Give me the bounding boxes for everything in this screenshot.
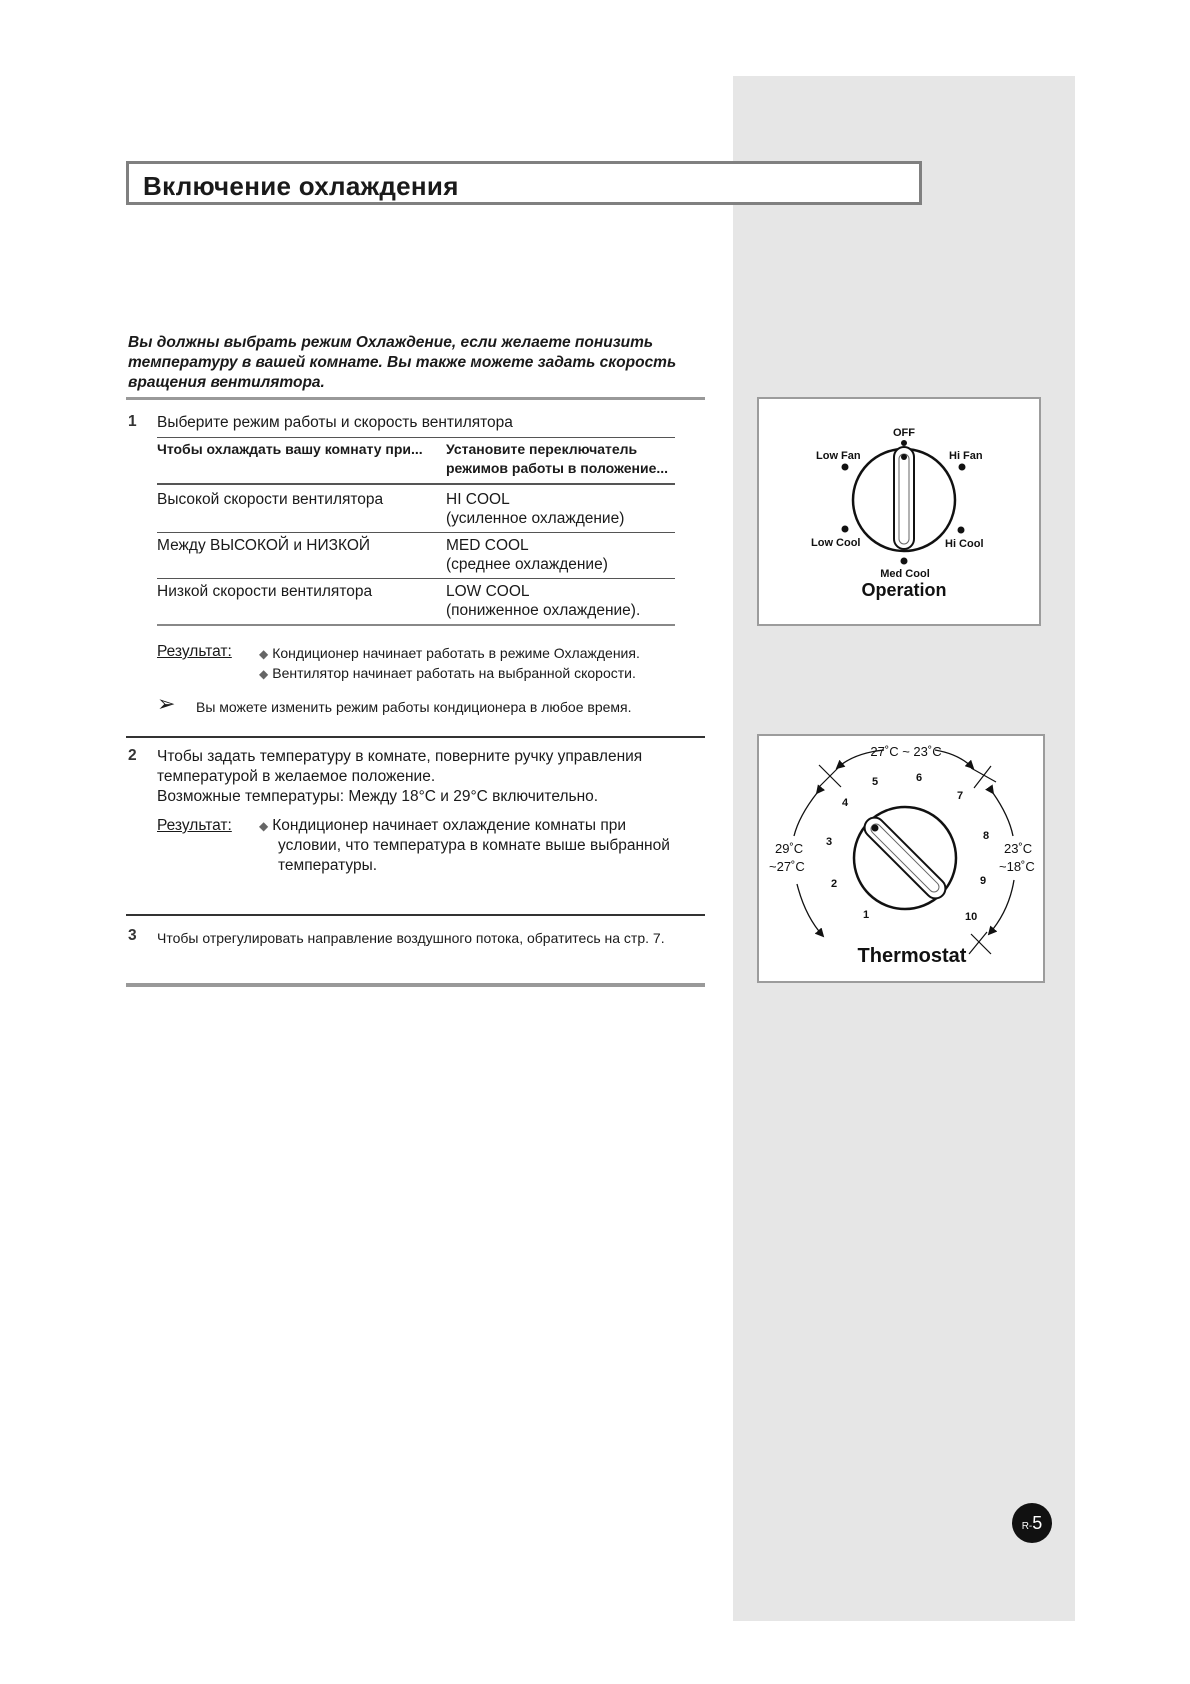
thermostat-number: 1 (863, 909, 870, 921)
dial-dot (958, 527, 965, 534)
page-title: Включение охлаждения (143, 171, 459, 201)
dial-handle[interactable] (894, 447, 914, 549)
table-cell-condition: Высокой скорости вентилятора (157, 491, 384, 508)
dial-label-low-cool: Low Cool (811, 537, 861, 549)
dial-dot (959, 464, 966, 471)
table-top-line (157, 437, 675, 438)
thermostat-left-range: 29˚C (775, 841, 804, 856)
thermostat-dial-title: Thermostat (857, 945, 967, 967)
step-number: 2 (128, 747, 137, 764)
range-arrow (797, 884, 823, 936)
boundary-mark-icon (819, 765, 841, 787)
page-number-badge: R-5 (1012, 1503, 1052, 1543)
thermostat-dial-panel (757, 734, 1045, 983)
table-cell-mode: HI COOL (446, 491, 510, 508)
table-row-line (157, 578, 675, 579)
operation-dial (759, 399, 1039, 624)
thermostat-right-range: ~18˚C (999, 859, 1035, 874)
thermostat-dial (759, 736, 1043, 981)
thermostat-number: 7 (957, 790, 964, 802)
arrow-note-icon: ➢ (157, 691, 176, 716)
thermostat-number: 9 (980, 875, 987, 887)
dial-label-med-cool: Med Cool (880, 568, 930, 580)
note-text: Вы можете изменить режим работы кондиционера в любое время. (196, 699, 632, 715)
thermostat-number: 6 (916, 772, 923, 784)
dial-label-hi-cool: Hi Cool (945, 538, 984, 550)
operation-dial-title: Operation (861, 580, 947, 600)
dial-dot (842, 526, 849, 533)
table-row-line (157, 532, 675, 533)
thermostat-number: 4 (842, 797, 849, 809)
divider (126, 397, 705, 400)
dial-indicator-dot (901, 454, 907, 460)
thermostat-number: 8 (983, 830, 990, 842)
result-item-continued: условии, что температура в комнате выше выбранной (278, 837, 670, 854)
diamond-bullet-icon: ◆ (259, 819, 269, 833)
thermostat-top-range: 27˚C ~ 23˚C (870, 744, 942, 759)
divider (126, 983, 705, 987)
operation-dial-panel (757, 397, 1041, 626)
boundary-mark-icon (969, 932, 991, 954)
table-cell-condition: Низкой скорости вентилятора (157, 583, 373, 600)
table-cell-mode-desc: (усиленное охлаждение) (446, 510, 625, 527)
range-arrow (989, 880, 1014, 934)
thermostat-number: 2 (831, 878, 838, 890)
thermostat-right-range: 23˚C (1004, 841, 1033, 856)
step2-text: температурой в желаемое положение. (157, 768, 436, 785)
table-header-line (157, 483, 675, 485)
dial-dot (901, 440, 907, 446)
diamond-bullet-icon: ◆ (259, 667, 269, 681)
diamond-bullet-icon: ◆ (259, 647, 269, 661)
table-header-mode: Установите переключатель режимов работы в положение... (446, 441, 669, 476)
section-title-box (126, 161, 922, 205)
thermostat-left-range: ~27˚C (769, 859, 805, 874)
step2-text: Чтобы задать температуру в комнате, поверните ручку управления (157, 748, 643, 765)
result-label: Результат: (157, 817, 232, 834)
dial-label-low-fan: Low Fan (816, 450, 861, 462)
range-arrow (794, 793, 817, 836)
thermostat-number: 5 (872, 776, 879, 788)
table-cell-condition: Между ВЫСОКОЙ и НИЗКОЙ (157, 537, 371, 554)
thermostat-number: 3 (826, 836, 833, 848)
divider (126, 736, 705, 738)
range-arrow (993, 793, 1013, 836)
boundary-mark-icon (971, 766, 996, 788)
dial-dot (901, 558, 908, 565)
table-cell-mode: LOW COOL (446, 583, 530, 600)
dial-label-hi-fan: Hi Fan (949, 450, 983, 462)
divider (126, 914, 705, 916)
step3-text: Чтобы отрегулировать направление воздушного потока, обратитесь на стр. 7. (157, 930, 665, 946)
table-cell-mode-desc: (пониженное охлаждение). (446, 602, 641, 619)
table-cell-mode-desc: (среднее охлаждение) (446, 556, 608, 573)
dial-label-off: OFF (893, 427, 915, 439)
thermostat-number: 10 (965, 911, 978, 923)
step2-text: Возможные температуры: Между 18°C и 29°C включительно. (157, 788, 599, 805)
table-cell-mode: MED COOL (446, 537, 529, 554)
dial-dot (842, 464, 849, 471)
step1-text: Выберите режим работы и скорость вентилятора (157, 414, 513, 431)
step-number: 3 (128, 927, 137, 944)
step-number: 1 (128, 413, 137, 430)
thermostat-indicator-dot (872, 825, 879, 832)
table-header-condition: Чтобы охлаждать вашу комнату при... (157, 441, 423, 457)
result-item-continued: температуры. (278, 857, 378, 874)
result-label: Результат: (157, 643, 232, 660)
intro-text: Вы должны выбрать режим Охлаждение, если желаете понизить температуру в вашей комнате. Вы также можете задать скорость вращения вентилятора. (128, 334, 677, 391)
table-bottom-line (157, 624, 675, 626)
result-item: ◆ Кондиционер начинает работать в режиме Охлаждения. (259, 645, 640, 661)
result-item: ◆ Кондиционер начинает охлаждение комнаты при (259, 817, 627, 834)
result-item: ◆ Вентилятор начинает работать на выбранной скорости. (259, 665, 636, 681)
